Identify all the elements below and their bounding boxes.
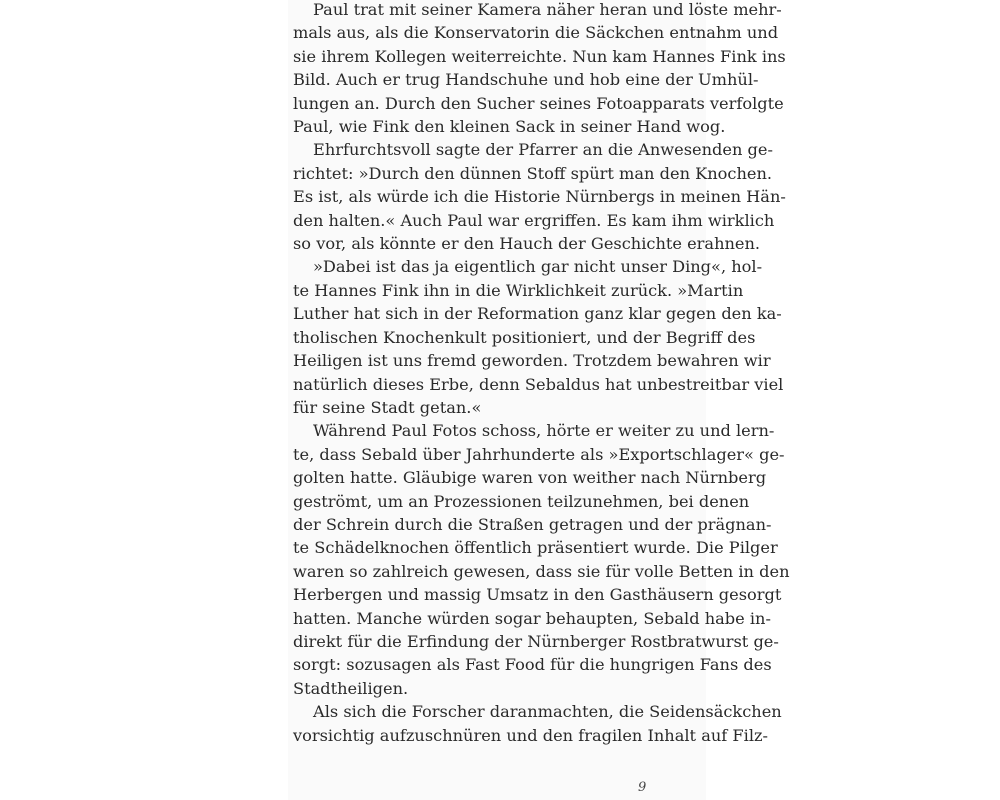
text-line: hatten. Manche würden sogar behaupten, Sebald habe in-	[293, 608, 771, 628]
paragraph-5	[293, 700, 782, 747]
text-line: waren so zahlreich gewesen, dass sie für volle Betten in den	[293, 561, 790, 581]
text-line: geströmt, um an Prozessionen teilzunehmen, bei denen	[293, 491, 750, 511]
text-line: mals aus, als die Konservatorin die Säckchen entnahm und	[293, 23, 779, 43]
text-line: Während Paul Fotos schoss, hörte er weiter zu und lern-	[313, 421, 775, 441]
text-line: tholischen Knochenkult positioniert, und der Begriff des	[293, 327, 756, 347]
text-line: golten hatte. Gläubige waren von weither nach Nürnberg	[293, 468, 767, 488]
text-line: »Dabei ist das ja eigentlich gar nicht unser Ding«, hol-	[313, 257, 763, 277]
text-line: so vor, als könnte er den Hauch der Geschichte erahnen.	[293, 234, 761, 254]
text-line: sie ihrem Kollegen weiterreichte. Nun kam Hannes Fink ins	[293, 46, 786, 66]
text-line: den halten.« Auch Paul war ergriffen. Es kam ihm wirklich	[293, 210, 775, 230]
paragraph-2	[293, 138, 786, 255]
text-line: Paul trat mit seiner Kamera näher heran und löste mehr-	[313, 0, 782, 19]
text-line: Stadtheiligen.	[293, 678, 409, 698]
paragraph-1	[293, 0, 786, 138]
text-line: Ehrfurchtsvoll sagte der Pfarrer an die Anwesenden ge-	[313, 140, 773, 160]
text-line: richtet: »Durch den dünnen Stoff spürt man den Knochen.	[293, 163, 773, 183]
text-line: te Schädelknochen öffentlich präsentiert wurde. Die Pilger	[293, 538, 778, 558]
text-line: te, dass Sebald über Jahrhunderte als »Exportschlager« ge-	[293, 444, 785, 464]
text-line: Es ist, als würde ich die Historie Nürnbergs in meinen Hän-	[293, 187, 786, 207]
text-line: lungen an. Durch den Sucher seines Fotoapparats verfolgte	[293, 93, 784, 113]
text-line: Bild. Auch er trug Handschuhe und hob eine der Umhül-	[293, 70, 759, 90]
text-line: Paul, wie Fink den kleinen Sack in seiner Hand wog.	[293, 117, 726, 137]
text-line: der Schrein durch die Straßen getragen und der prägnan-	[293, 514, 772, 534]
text-line: Heiligen ist uns fremd geworden. Trotzdem bewahren wir	[293, 351, 771, 371]
text-line: Herbergen und massig Umsatz in den Gasthäusern gesorgt	[293, 585, 782, 605]
text-line: direkt für die Erfindung der Nürnberger Rostbratwurst ge-	[293, 631, 779, 651]
text-line: Als sich die Forscher daranmachten, die Seidensäckchen	[313, 702, 782, 722]
text-line: Luther hat sich in der Reformation ganz klar gegen den ka-	[293, 304, 782, 324]
text-line: sorgt: sozusagen als Fast Food für die hungrigen Fans des	[293, 655, 772, 675]
text-line: vorsichtig aufzuschnüren und den fragilen Inhalt auf Filz-	[293, 725, 768, 745]
text-line: natürlich dieses Erbe, denn Sebaldus hat unbestreitbar viel	[293, 374, 784, 394]
text-line: te Hannes Fink ihn in die Wirklichkeit zurück. »Martin	[293, 280, 744, 300]
paragraph-4	[293, 419, 790, 700]
text-line: für seine Stadt getan.«	[293, 397, 482, 417]
body-text	[293, 0, 790, 747]
paragraph-3	[293, 255, 784, 419]
page-number: 9	[638, 780, 647, 795]
